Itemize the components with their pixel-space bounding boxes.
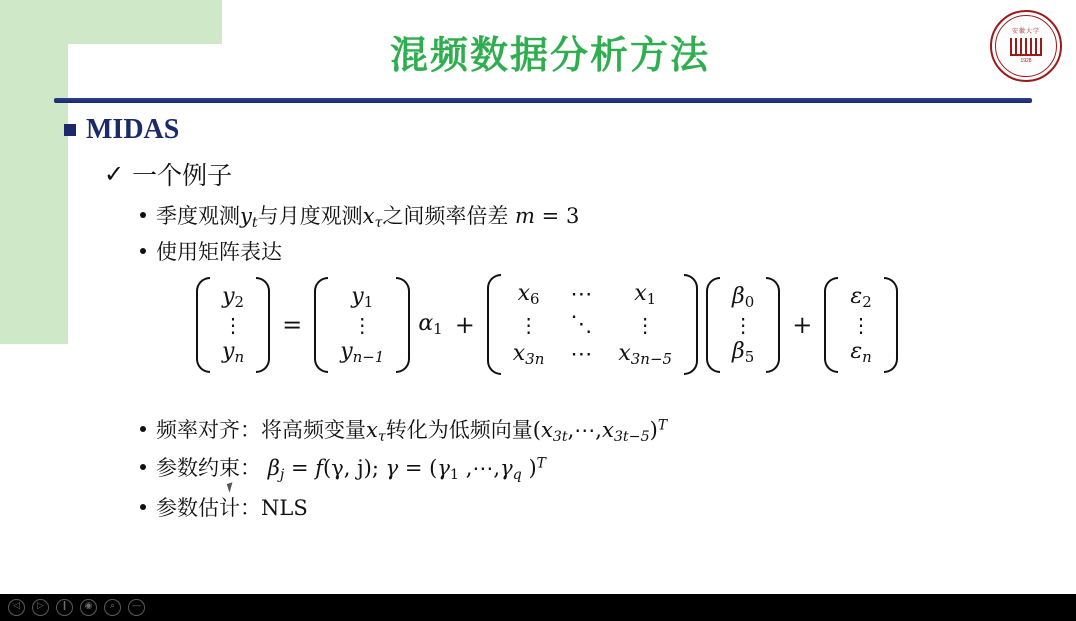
matrix-cell: ε2 bbox=[850, 283, 872, 311]
right-paren bbox=[884, 277, 898, 373]
decorative-block-left bbox=[0, 38, 68, 344]
bullet-parameter-constraint bbox=[140, 452, 546, 483]
player-controls[interactable] bbox=[8, 599, 145, 616]
bullet-parameter-estimation bbox=[140, 492, 308, 522]
matrix-cell: $\varepsilon_n$ bbox=[850, 338, 872, 366]
bullet-frequency-alignment bbox=[140, 414, 667, 445]
prev-icon[interactable]: ◁ bbox=[8, 599, 25, 616]
check-icon: ✓ bbox=[104, 160, 125, 188]
bullet-text: 季度观测$y_t$与月度观测$x_\tau$之间频率倍差 m = 3 bbox=[156, 204, 580, 231]
bullet-frequency-ratio bbox=[140, 200, 579, 231]
section-heading-label: MIDAS bbox=[86, 114, 180, 145]
matrix-cell: y1 bbox=[351, 283, 374, 311]
matrix-cell: ⋮ bbox=[352, 312, 373, 337]
matrix-cell: x6 bbox=[517, 281, 540, 309]
section-heading bbox=[64, 114, 179, 146]
matrix-cell: ⋯ bbox=[570, 281, 593, 307]
alpha-coefficient: α1 bbox=[418, 311, 443, 339]
logo-bottom-text: 1928 bbox=[1020, 57, 1032, 64]
bullet-text: 使用矩阵表达 bbox=[156, 240, 282, 264]
dot-bullet-icon bbox=[140, 426, 146, 432]
right-paren bbox=[396, 277, 410, 373]
bullet-text: 参数约束： $\beta_j = f(\gamma$, j); γ = (γ1 $,\cdots,\gamma_q$ )$^T$ bbox=[156, 455, 546, 483]
left-paren bbox=[706, 277, 720, 373]
left-paren bbox=[196, 277, 210, 373]
matrix-cell: ⋯ bbox=[570, 342, 593, 368]
bullet-text: 参数估计：NLS bbox=[156, 496, 308, 520]
vector-epsilon bbox=[824, 277, 897, 373]
play-icon[interactable]: ▷ bbox=[32, 599, 49, 616]
matrix-cell: ⋱ bbox=[570, 311, 593, 337]
logo-inner-ring bbox=[995, 15, 1057, 77]
subsection-heading bbox=[104, 156, 232, 192]
title-divider bbox=[54, 98, 1032, 103]
right-paren bbox=[766, 277, 780, 373]
plus-sign: + bbox=[792, 310, 813, 339]
matrix-cell: $y_{n-1}$ bbox=[340, 338, 385, 366]
left-paren bbox=[314, 277, 328, 373]
matrix-cell: ⋮ bbox=[733, 312, 754, 337]
dot-bullet-icon bbox=[140, 212, 146, 218]
right-paren bbox=[256, 277, 270, 373]
matrix-cell: y2 bbox=[222, 283, 245, 311]
dot-bullet-icon bbox=[140, 248, 146, 254]
decorative-block-bridge bbox=[68, 38, 222, 44]
matrix-cell: $x_{3n}$ bbox=[512, 341, 545, 369]
matrix-cell: ⋮ bbox=[223, 312, 244, 337]
logo-building-icon bbox=[1010, 38, 1042, 56]
matrix-cell: β0 bbox=[731, 283, 755, 311]
player-bar bbox=[0, 594, 1076, 621]
decorative-block-top bbox=[0, 0, 222, 38]
logo-top-text: 安徽大学 bbox=[1011, 28, 1040, 35]
equals-sign: = bbox=[282, 310, 303, 339]
matrix-equation bbox=[196, 274, 898, 375]
matrix-cell: ⋮ bbox=[851, 312, 872, 337]
matrix-cell: x1 bbox=[634, 281, 657, 309]
vector-y bbox=[196, 277, 270, 373]
matrix-cell: ⋮ bbox=[518, 312, 539, 337]
right-paren bbox=[684, 274, 698, 375]
matrix-cell: $y_n$ bbox=[222, 338, 245, 366]
square-bullet-icon bbox=[64, 124, 76, 136]
bullet-text: 频率对齐：将高频变量$x_\tau$转化为低频向量$(x_{3t},\cdots,x_{3t-5})^T$ bbox=[156, 417, 668, 445]
matrix-x bbox=[487, 274, 698, 375]
subsection-heading-label: 一个例子 bbox=[132, 161, 233, 190]
left-paren bbox=[487, 274, 501, 375]
vector-beta bbox=[706, 277, 780, 373]
dot-bullet-icon bbox=[140, 464, 146, 470]
dot-bullet-icon bbox=[140, 504, 146, 510]
pause-icon[interactable]: ❙ bbox=[56, 599, 73, 616]
matrix-cell: $x_{3n-5}$ bbox=[618, 341, 672, 369]
matrix-cell: β5 bbox=[731, 338, 755, 366]
zoom-icon[interactable]: ⌕ bbox=[104, 599, 121, 616]
volume-icon[interactable]: ◉ bbox=[80, 599, 97, 616]
vector-y-lag bbox=[314, 277, 410, 373]
bullet-matrix-form bbox=[140, 236, 282, 266]
more-icon[interactable]: — bbox=[128, 599, 145, 616]
university-logo bbox=[990, 10, 1062, 82]
matrix-cell: ⋮ bbox=[635, 312, 656, 337]
plus-sign: + bbox=[454, 310, 475, 339]
left-paren bbox=[824, 277, 838, 373]
page-title: 混频数据分析方法 bbox=[389, 33, 710, 77]
